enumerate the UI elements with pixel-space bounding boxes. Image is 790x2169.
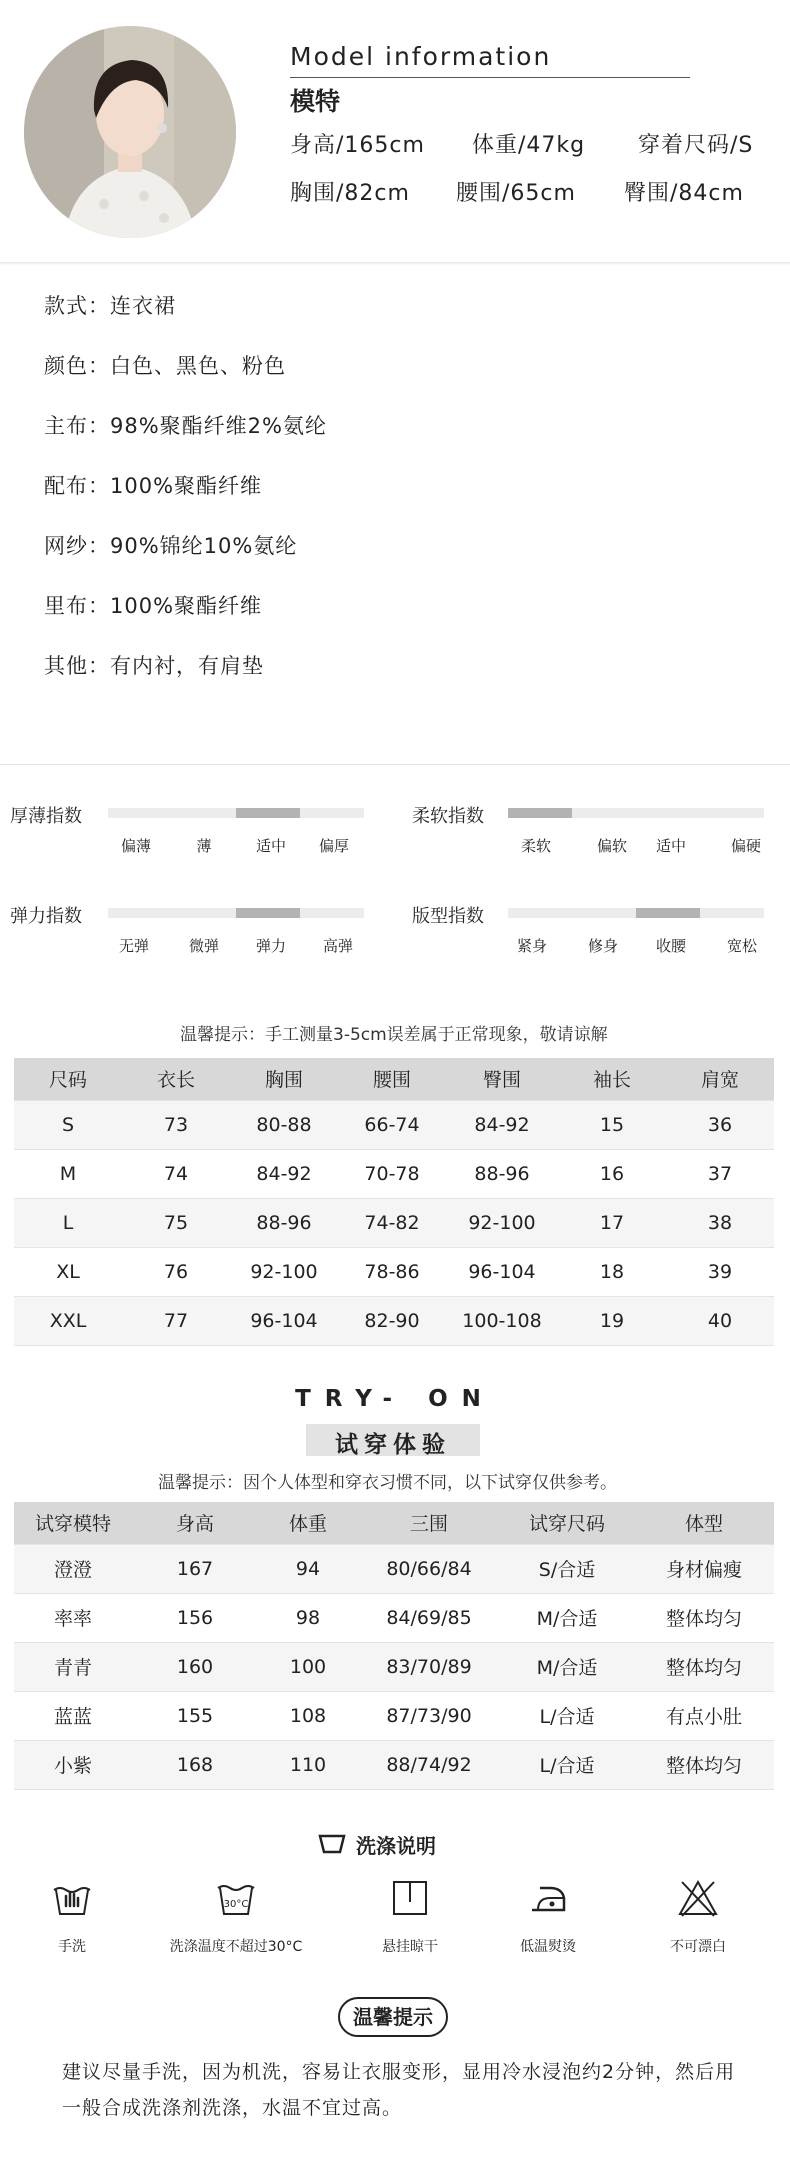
table-cell: 110 bbox=[258, 1740, 358, 1789]
table-cell: 身材偏瘦 bbox=[634, 1544, 774, 1593]
table-cell: 18 bbox=[558, 1247, 666, 1296]
table-cell: 77 bbox=[122, 1296, 230, 1345]
tryon-header-body-type: 体型 bbox=[634, 1502, 774, 1544]
table-cell: 76 bbox=[122, 1247, 230, 1296]
table-cell: 38 bbox=[666, 1198, 774, 1247]
index-fit-tick: 修身 bbox=[587, 937, 619, 955]
wash-label: 悬挂晾干 bbox=[382, 1939, 438, 1955]
tryon-header-height: 身高 bbox=[132, 1502, 258, 1544]
table-cell: 16 bbox=[558, 1149, 666, 1198]
table-cell: 156 bbox=[132, 1593, 258, 1642]
index-softness-fill bbox=[508, 808, 572, 818]
model-height: 身高/165cm bbox=[290, 133, 425, 158]
tryon-header-measurements: 三围 bbox=[358, 1502, 500, 1544]
table-cell: 84-92 bbox=[446, 1100, 558, 1149]
detail-main-fabric: 主布：98%聚酯纤维2%氨纶 bbox=[44, 414, 327, 438]
tryon-title-en: TRY- ON bbox=[295, 1386, 495, 1412]
table-row bbox=[14, 1247, 774, 1296]
index-fit-tick: 宽松 bbox=[726, 937, 758, 955]
table-cell: 96-104 bbox=[446, 1247, 558, 1296]
tryon-note: 温馨提示：因个人体型和穿衣习惯不同，以下试穿仅供参考。 bbox=[158, 1473, 617, 1493]
table-cell: 160 bbox=[132, 1642, 258, 1691]
wash-label: 不可漂白 bbox=[670, 1939, 726, 1955]
index-elasticity-fill bbox=[236, 908, 300, 918]
table-cell: L/合适 bbox=[500, 1740, 634, 1789]
tryon-table-header bbox=[14, 1502, 774, 1544]
model-bust: 胸围/82cm bbox=[290, 181, 410, 206]
index-softness-tick: 偏软 bbox=[596, 837, 628, 855]
table-cell: 36 bbox=[666, 1100, 774, 1149]
tip-text: 建议尽量手洗，因为机洗，容易让衣服变形，显用冷水浸泡约2分钟，然后用一般合成洗涤剂洗涤，水温不宜过高。 bbox=[62, 2061, 736, 2119]
size-header-shoulder: 肩宽 bbox=[666, 1058, 774, 1100]
table-cell: 青青 bbox=[14, 1642, 132, 1691]
wash-title: 洗涤说明 bbox=[356, 1834, 436, 1858]
table-row bbox=[14, 1740, 774, 1789]
size-header-size: 尺码 bbox=[14, 1058, 122, 1100]
table-cell: 100 bbox=[258, 1642, 358, 1691]
table-cell: 39 bbox=[666, 1247, 774, 1296]
section-divider-2 bbox=[0, 764, 790, 765]
size-note: 温馨提示：手工测量3-5cm误差属于正常现象，敬请谅解 bbox=[180, 1025, 608, 1045]
index-elasticity-bar bbox=[108, 908, 364, 918]
table-cell: 整体均匀 bbox=[634, 1740, 774, 1789]
table-cell: 84/69/85 bbox=[358, 1593, 500, 1642]
size-header-sleeve: 袖长 bbox=[558, 1058, 666, 1100]
table-cell: 74-82 bbox=[338, 1198, 446, 1247]
table-cell: 87/73/90 bbox=[358, 1691, 500, 1740]
table-cell: XL bbox=[14, 1247, 122, 1296]
index-thickness-tick: 薄 bbox=[196, 837, 212, 855]
table-cell: 率率 bbox=[14, 1593, 132, 1642]
table-cell: 17 bbox=[558, 1198, 666, 1247]
table-row bbox=[14, 1100, 774, 1149]
table-cell: 88-96 bbox=[230, 1198, 338, 1247]
table-cell: 80-88 bbox=[230, 1100, 338, 1149]
model-hip: 臀围/84cm bbox=[624, 181, 744, 206]
table-cell: 92-100 bbox=[230, 1247, 338, 1296]
size-table-header bbox=[14, 1058, 774, 1100]
detail-secondary-fabric: 配布：100%聚酯纤维 bbox=[44, 474, 263, 498]
wash-label: 低温熨烫 bbox=[520, 1939, 576, 1955]
size-header-hip: 臀围 bbox=[446, 1058, 558, 1100]
table-cell: 整体均匀 bbox=[634, 1593, 774, 1642]
table-cell: 74 bbox=[122, 1149, 230, 1198]
index-softness-tick: 偏硬 bbox=[730, 837, 762, 855]
detail-style: 款式：连衣裙 bbox=[44, 294, 176, 318]
table-cell: 168 bbox=[132, 1740, 258, 1789]
table-cell: 19 bbox=[558, 1296, 666, 1345]
hang-dry-icon bbox=[388, 1876, 432, 1920]
table-cell: 155 bbox=[132, 1691, 258, 1740]
table-row bbox=[14, 1642, 774, 1691]
index-thickness-tick: 偏薄 bbox=[120, 837, 152, 855]
washbasin-icon bbox=[318, 1832, 346, 1854]
size-table bbox=[14, 1058, 774, 1346]
tryon-header-model: 试穿模特 bbox=[14, 1502, 132, 1544]
detail-mesh: 网纱：90%锦纶10%氨纶 bbox=[44, 534, 298, 558]
table-cell: XXL bbox=[14, 1296, 122, 1345]
index-fit-tick: 紧身 bbox=[516, 937, 548, 955]
table-cell: 澄澄 bbox=[14, 1544, 132, 1593]
table-cell: 82-90 bbox=[338, 1296, 446, 1345]
index-elasticity-tick: 微弹 bbox=[188, 937, 220, 955]
table-row bbox=[14, 1593, 774, 1642]
wash-30-icon-text: 30°C bbox=[223, 1899, 249, 1910]
table-cell: 100-108 bbox=[446, 1296, 558, 1345]
wash-30-icon bbox=[214, 1876, 258, 1920]
table-cell: M/合适 bbox=[500, 1593, 634, 1642]
table-cell: 37 bbox=[666, 1149, 774, 1198]
table-cell: 40 bbox=[666, 1296, 774, 1345]
index-elasticity-label: 弹力指数 bbox=[10, 906, 82, 927]
table-row bbox=[14, 1691, 774, 1740]
tryon-title-cn: 试穿体验 bbox=[335, 1432, 451, 1458]
table-cell: 70-78 bbox=[338, 1149, 446, 1198]
wash-label: 洗涤温度不超过30°C bbox=[169, 1939, 303, 1955]
table-cell: L bbox=[14, 1198, 122, 1247]
table-cell: M/合适 bbox=[500, 1642, 634, 1691]
model-waist: 腰围/65cm bbox=[456, 181, 576, 206]
table-cell: S/合适 bbox=[500, 1544, 634, 1593]
index-elasticity-tick: 弹力 bbox=[255, 937, 287, 955]
index-softness-label: 柔软指数 bbox=[412, 806, 484, 827]
table-cell: 108 bbox=[258, 1691, 358, 1740]
table-cell: 84-92 bbox=[230, 1149, 338, 1198]
model-avatar bbox=[24, 26, 236, 238]
detail-other: 其他：有内衬，有肩垫 bbox=[44, 654, 264, 678]
table-cell: 80/66/84 bbox=[358, 1544, 500, 1593]
table-row bbox=[14, 1198, 774, 1247]
model-info-subtitle: 模特 bbox=[290, 87, 341, 116]
table-cell: 92-100 bbox=[446, 1198, 558, 1247]
size-header-waist: 腰围 bbox=[338, 1058, 446, 1100]
table-cell: L/合适 bbox=[500, 1691, 634, 1740]
index-fit-tick: 收腰 bbox=[655, 937, 687, 955]
table-row bbox=[14, 1149, 774, 1198]
detail-lining: 里布：100%聚酯纤维 bbox=[44, 594, 263, 618]
table-cell: S bbox=[14, 1100, 122, 1149]
size-header-length: 衣长 bbox=[122, 1058, 230, 1100]
table-cell: 83/70/89 bbox=[358, 1642, 500, 1691]
index-fit-fill bbox=[636, 908, 700, 918]
tryon-table bbox=[14, 1502, 774, 1790]
model-size: 穿着尺码/S bbox=[638, 133, 754, 158]
model-weight: 体重/47kg bbox=[472, 133, 586, 158]
section-divider bbox=[0, 262, 790, 265]
tryon-header-weight: 体重 bbox=[258, 1502, 358, 1544]
table-cell: 167 bbox=[132, 1544, 258, 1593]
table-cell: 73 bbox=[122, 1100, 230, 1149]
size-header-bust: 胸围 bbox=[230, 1058, 338, 1100]
table-cell: 蓝蓝 bbox=[14, 1691, 132, 1740]
index-thickness-label: 厚薄指数 bbox=[10, 806, 82, 827]
index-thickness-fill bbox=[236, 808, 300, 818]
index-softness-tick: 柔软 bbox=[520, 837, 552, 855]
table-row bbox=[14, 1296, 774, 1345]
tip-title: 温馨提示 bbox=[338, 1997, 448, 2037]
table-cell: 整体均匀 bbox=[634, 1642, 774, 1691]
table-cell: 78-86 bbox=[338, 1247, 446, 1296]
hand-wash-icon bbox=[50, 1876, 94, 1920]
index-elasticity-tick: 高弹 bbox=[322, 937, 354, 955]
table-row bbox=[14, 1544, 774, 1593]
table-cell: 15 bbox=[558, 1100, 666, 1149]
table-cell: 75 bbox=[122, 1198, 230, 1247]
table-cell: M bbox=[14, 1149, 122, 1198]
no-bleach-icon bbox=[676, 1876, 720, 1920]
index-thickness-tick: 适中 bbox=[255, 837, 287, 855]
table-cell: 98 bbox=[258, 1593, 358, 1642]
table-cell: 66-74 bbox=[338, 1100, 446, 1149]
detail-color: 颜色：白色、黑色、粉色 bbox=[44, 354, 286, 378]
model-info-title: Model information bbox=[290, 42, 552, 71]
table-cell: 96-104 bbox=[230, 1296, 338, 1345]
iron-low-icon bbox=[526, 1876, 570, 1920]
table-cell: 小紫 bbox=[14, 1740, 132, 1789]
table-cell: 94 bbox=[258, 1544, 358, 1593]
index-elasticity-tick: 无弹 bbox=[118, 937, 150, 955]
index-softness-tick: 适中 bbox=[655, 837, 687, 855]
index-fit-label: 版型指数 bbox=[412, 906, 484, 927]
model-info-underline bbox=[290, 77, 690, 78]
table-cell: 88/74/92 bbox=[358, 1740, 500, 1789]
index-softness-bar bbox=[508, 808, 764, 818]
index-fit-bar bbox=[508, 908, 764, 918]
wash-label: 手洗 bbox=[58, 1939, 86, 1955]
index-thickness-bar bbox=[108, 808, 364, 818]
tryon-header-size: 试穿尺码 bbox=[500, 1502, 634, 1544]
table-cell: 有点小肚 bbox=[634, 1691, 774, 1740]
table-cell: 88-96 bbox=[446, 1149, 558, 1198]
index-thickness-tick: 偏厚 bbox=[318, 837, 350, 855]
